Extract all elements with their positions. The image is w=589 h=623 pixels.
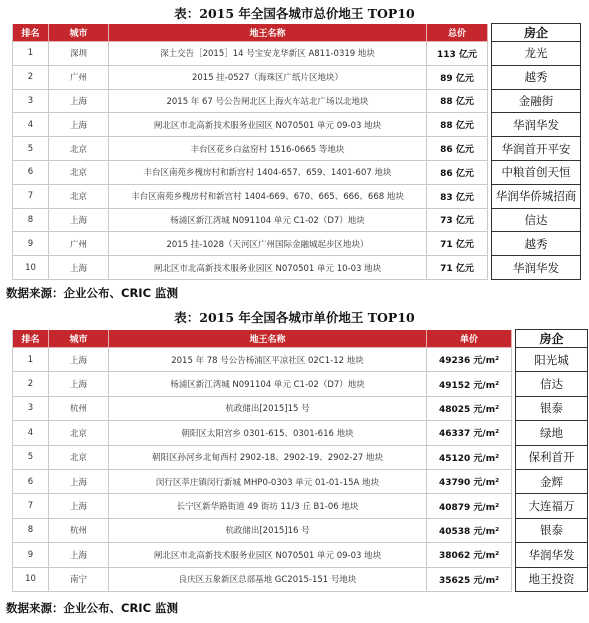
table-row <box>13 89 581 113</box>
table-row <box>13 567 588 591</box>
value-cell: 86 亿元 <box>427 137 488 161</box>
rank-cell: 7 <box>13 184 49 208</box>
table-row <box>13 137 581 161</box>
value-cell: 43790 元/m² <box>427 469 512 493</box>
parcel-cell: 杨浦区新江湾城 N091104 单元 C1-02（D7）地块 <box>109 372 427 396</box>
city-cell: 上海 <box>49 256 109 280</box>
table-header-row <box>13 24 581 42</box>
total-price-table <box>12 23 581 280</box>
parcel-cell: 杭政储出[2015]16 号 <box>109 518 427 542</box>
parcel-cell: 2015 年 78 号公告杨浦区平凉社区 02C1-12 地块 <box>109 348 427 372</box>
table-row <box>13 65 581 89</box>
rank-cell: 7 <box>13 494 49 518</box>
table-row <box>13 372 588 396</box>
rank-cell: 8 <box>13 208 49 232</box>
parcel-cell: 丰台区花乡白盆窑村 1516-0665 等地块 <box>109 137 427 161</box>
value-cell: 89 亿元 <box>427 65 488 89</box>
table-row <box>13 208 581 232</box>
city-cell: 深圳 <box>49 42 109 66</box>
rank-cell: 5 <box>13 445 49 469</box>
value-cell: 71 亿元 <box>427 232 488 256</box>
rank-cell: 10 <box>13 256 49 280</box>
value-cell: 40538 元/m² <box>427 518 512 542</box>
developer-cell: 保利首开 <box>516 445 588 469</box>
header-city: 城市 <box>49 330 109 348</box>
value-cell: 86 亿元 <box>427 160 488 184</box>
parcel-cell: 杨浦区新江湾城 N091104 单元 C1-02（D7）地块 <box>109 208 427 232</box>
developer-cell: 华润华侨城招商 <box>492 184 581 208</box>
parcel-cell: 长宁区新华路街道 49 街坊 11/3 丘 B1-06 地块 <box>109 494 427 518</box>
rank-cell: 1 <box>13 348 49 372</box>
unit-price-table <box>12 329 588 592</box>
city-cell: 上海 <box>49 89 109 113</box>
header-developer: 房企 <box>516 330 588 348</box>
table1-title: 表：2015 年全国各城市总价地王 TOP10 <box>174 6 415 21</box>
developer-cell: 信达 <box>492 208 581 232</box>
table-row <box>13 469 588 493</box>
city-cell: 北京 <box>49 445 109 469</box>
developer-cell: 阳光城 <box>516 348 588 372</box>
value-cell: 45120 元/m² <box>427 445 512 469</box>
table-row <box>13 421 588 445</box>
value-cell: 113 亿元 <box>427 42 488 66</box>
rank-cell: 9 <box>13 232 49 256</box>
city-cell: 上海 <box>49 494 109 518</box>
city-cell: 上海 <box>49 208 109 232</box>
rank-cell: 4 <box>13 421 49 445</box>
table-header-row <box>13 330 588 348</box>
rank-cell: 10 <box>13 567 49 591</box>
rank-cell: 5 <box>13 137 49 161</box>
developer-cell: 华润华发 <box>516 543 588 567</box>
city-cell: 广州 <box>49 232 109 256</box>
developer-cell: 金辉 <box>516 469 588 493</box>
city-cell: 杭州 <box>49 518 109 542</box>
rank-cell: 8 <box>13 518 49 542</box>
city-cell: 北京 <box>49 184 109 208</box>
value-cell: 48025 元/m² <box>427 396 512 420</box>
rank-cell: 1 <box>13 42 49 66</box>
header-rank: 排名 <box>13 24 49 42</box>
parcel-cell: 闸北区市北高新技术服务业园区 N070501 单元 09-03 地块 <box>109 113 427 137</box>
table-row <box>13 445 588 469</box>
rank-cell: 9 <box>13 543 49 567</box>
developer-cell: 越秀 <box>492 232 581 256</box>
developer-cell: 龙光 <box>492 42 581 66</box>
value-cell: 71 亿元 <box>427 256 488 280</box>
parcel-cell: 闵行区莘庄镇闵行新城 MHP0-0303 单元 01-01-15A 地块 <box>109 469 427 493</box>
city-cell: 上海 <box>49 113 109 137</box>
city-cell: 北京 <box>49 137 109 161</box>
table-row <box>13 543 588 567</box>
city-cell: 上海 <box>49 469 109 493</box>
header-developer: 房企 <box>492 24 581 42</box>
rank-cell: 2 <box>13 65 49 89</box>
rank-cell: 3 <box>13 396 49 420</box>
developer-cell: 华润首开平安 <box>492 137 581 161</box>
value-cell: 38062 元/m² <box>427 543 512 567</box>
value-cell: 46337 元/m² <box>427 421 512 445</box>
developer-cell: 银泰 <box>516 396 588 420</box>
parcel-cell: 深土交告［2015］14 号宝安龙华新区 A811-0319 地块 <box>109 42 427 66</box>
table-row <box>13 160 581 184</box>
city-cell: 杭州 <box>49 396 109 420</box>
developer-cell: 绿地 <box>516 421 588 445</box>
developer-cell: 越秀 <box>492 65 581 89</box>
table-row <box>13 184 581 208</box>
developer-cell: 大连福万 <box>516 494 588 518</box>
rank-cell: 6 <box>13 160 49 184</box>
value-cell: 88 亿元 <box>427 113 488 137</box>
table-row <box>13 113 581 137</box>
parcel-cell: 2015 挂-0527（海珠区广纸片区地块） <box>109 65 427 89</box>
developer-cell: 华润华发 <box>492 256 581 280</box>
developer-cell: 地王投资 <box>516 567 588 591</box>
rank-cell: 2 <box>13 372 49 396</box>
parcel-cell: 闸北区市北高新技术服务业园区 N070501 单元 09-03 地块 <box>109 543 427 567</box>
parcel-cell: 2015 年 67 号公告闸北区上海火车站北广场以北地块 <box>109 89 427 113</box>
parcel-cell: 杭政储出[2015]15 号 <box>109 396 427 420</box>
header-city: 城市 <box>49 24 109 42</box>
value-cell: 83 亿元 <box>427 184 488 208</box>
rank-cell: 6 <box>13 469 49 493</box>
rank-cell: 3 <box>13 89 49 113</box>
parcel-cell: 丰台区南苑乡槐房村和新宫村 1404-669、670、665、666、668 地块 <box>109 184 427 208</box>
table-row <box>13 256 581 280</box>
parcel-cell: 良庆区五象新区总部基地 GC2015-151 号地块 <box>109 567 427 591</box>
parcel-cell: 闸北区市北高新技术服务业园区 N070501 单元 10-03 地块 <box>109 256 427 280</box>
city-cell: 上海 <box>49 372 109 396</box>
header-parcel: 地王名称 <box>109 330 427 348</box>
value-cell: 88 亿元 <box>427 89 488 113</box>
table1-source: 数据来源：企业公布、CRIC 监测 <box>6 286 179 300</box>
table-row <box>13 396 588 420</box>
parcel-cell: 丰台区南苑乡槐房村和新宫村 1404-657、659、1401-607 地块 <box>109 160 427 184</box>
developer-cell: 中粮首创天恒 <box>492 160 581 184</box>
developer-cell: 信达 <box>516 372 588 396</box>
value-cell: 73 亿元 <box>427 208 488 232</box>
developer-cell: 金融街 <box>492 89 581 113</box>
value-cell: 35625 元/m² <box>427 567 512 591</box>
table2-title: 表：2015 年全国各城市单价地王 TOP10 <box>174 310 415 325</box>
city-cell: 南宁 <box>49 567 109 591</box>
header-value: 单价 <box>427 330 512 348</box>
value-cell: 49152 元/m² <box>427 372 512 396</box>
table-row <box>13 348 588 372</box>
value-cell: 49236 元/m² <box>427 348 512 372</box>
parcel-cell: 2015 挂-1028（天河区广州国际金融城起步区地块） <box>109 232 427 256</box>
header-value: 总价 <box>427 24 488 42</box>
value-cell: 40879 元/m² <box>427 494 512 518</box>
rank-cell: 4 <box>13 113 49 137</box>
parcel-cell: 朝阳区太阳宫乡 0301-615、0301-616 地块 <box>109 421 427 445</box>
table-row <box>13 42 581 66</box>
table-row <box>13 494 588 518</box>
table-row <box>13 518 588 542</box>
header-rank: 排名 <box>13 330 49 348</box>
table2-source: 数据来源：企业公布、CRIC 监测 <box>6 601 179 615</box>
header-parcel: 地王名称 <box>109 24 427 42</box>
city-cell: 上海 <box>49 348 109 372</box>
developer-cell: 华润华发 <box>492 113 581 137</box>
table-row <box>13 232 581 256</box>
city-cell: 北京 <box>49 421 109 445</box>
city-cell: 广州 <box>49 65 109 89</box>
parcel-cell: 朝阳区孙河乡北甸西村 2902-18、2902-19、2902-27 地块 <box>109 445 427 469</box>
city-cell: 北京 <box>49 160 109 184</box>
city-cell: 上海 <box>49 543 109 567</box>
developer-cell: 银泰 <box>516 518 588 542</box>
